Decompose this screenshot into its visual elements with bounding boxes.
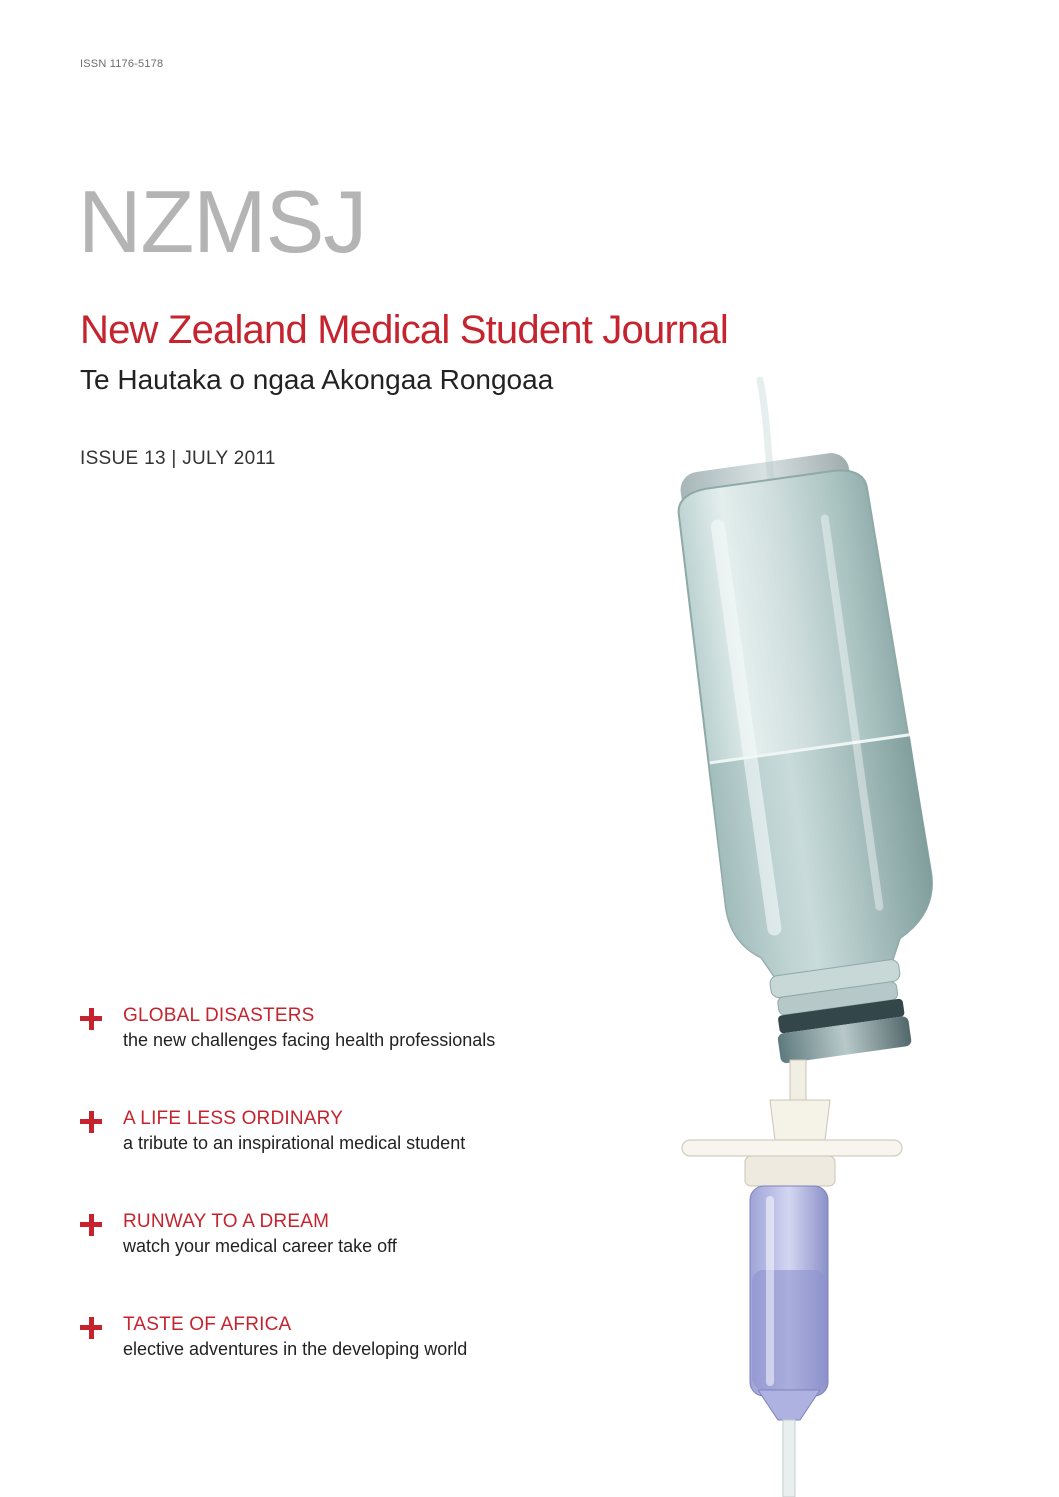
- feature-item: [80, 1210, 640, 1313]
- feature-description: watch your medical career take off: [123, 1236, 397, 1256]
- plus-icon: [80, 1008, 102, 1030]
- issue-date: ISSUE 13 | JULY 2011: [80, 448, 276, 469]
- journal-title: New Zealand Medical Student Journal: [80, 308, 728, 352]
- plus-icon: [80, 1317, 102, 1339]
- plus-icon: [80, 1111, 102, 1133]
- plus-icon: [80, 1214, 102, 1236]
- journal-logo: NZMSJ: [78, 172, 367, 271]
- feature-item: [80, 1004, 640, 1107]
- feature-list: [80, 1004, 640, 1416]
- feature-heading: RUNWAY TO A DREAM: [123, 1211, 330, 1232]
- issn-number: ISSN 1176-5178: [80, 58, 164, 70]
- feature-heading: TASTE OF AFRICA: [123, 1314, 292, 1335]
- feature-heading: GLOBAL DISASTERS: [123, 1005, 315, 1026]
- journal-subtitle: Te Hautaka o ngaa Akongaa Rongoaa: [80, 364, 554, 395]
- feature-item: [80, 1313, 640, 1416]
- feature-description: a tribute to an inspirational medical student: [123, 1133, 466, 1153]
- feature-item: [80, 1107, 640, 1210]
- feature-heading: A LIFE LESS ORDINARY: [123, 1108, 344, 1129]
- feature-description: elective adventures in the developing world: [123, 1339, 468, 1359]
- feature-description: the new challenges facing health professionals: [123, 1030, 496, 1050]
- iv-bottle-illustration: [620, 370, 1000, 1497]
